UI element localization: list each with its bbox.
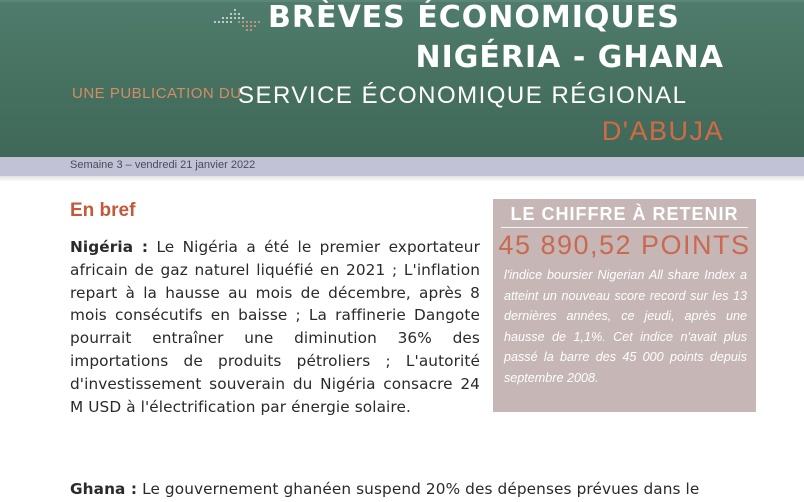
paragraph-nigeria <box>70 236 480 418</box>
ghana-label: Ghana : <box>70 480 138 498</box>
publication-city: D'ABUJA <box>601 116 724 146</box>
ghana-text: Le gouvernement ghanéen suspend 20% des dépenses prévues dans le <box>142 480 700 498</box>
section-heading: En bref <box>70 200 136 221</box>
nigeria-label: Nigéria : <box>70 238 149 256</box>
nigeria-text: Le Nigéria a été le premier exportateur africain de gaz naturel liquéfié en 2021 ; L'inflation repart à la hausse au mois de décembre, après 8 mois consécutifs en baisse ; La raffinerie Dangote pourrait entraîner une diminution 36% des importations de produits pétroliers ; L'autorité d'investissement souverain du Nigéria consacre 24 M USD à l'électrification par énergie solaire. <box>70 238 480 416</box>
key-figure-box <box>493 199 756 412</box>
key-figure-value: 45 890,52 POINTS <box>498 230 751 260</box>
header-banner <box>0 0 804 157</box>
key-figure-title: LE CHIFFRE À RETENIR <box>510 204 739 224</box>
key-figure-text: l'indice boursier Nigerian All share Index a atteint un nouveau score record sur les 13 dernières années, ce jeudi, après une hausse de 1,1%. Cet indice n'avait plus passé la barre des 45 000 points depuis septembre 2008. <box>504 268 747 385</box>
key-figure-divider <box>501 227 748 228</box>
week-label: Semaine 3 – vendredi 21 janvier 2022 <box>70 159 256 171</box>
title-line-1: BRÈVES ÉCONOMIQUES <box>268 0 680 35</box>
publication-service: SERVICE ÉCONOMIQUE RÉGIONAL <box>238 82 688 109</box>
week-bar <box>0 157 804 176</box>
divider <box>0 176 804 182</box>
paragraph-ghana <box>70 478 770 501</box>
logo-dots-icon <box>212 7 262 31</box>
title-line-2: NIGÉRIA - GHANA <box>415 40 724 75</box>
publication-prefix: UNE PUBLICATION DU <box>72 85 242 102</box>
